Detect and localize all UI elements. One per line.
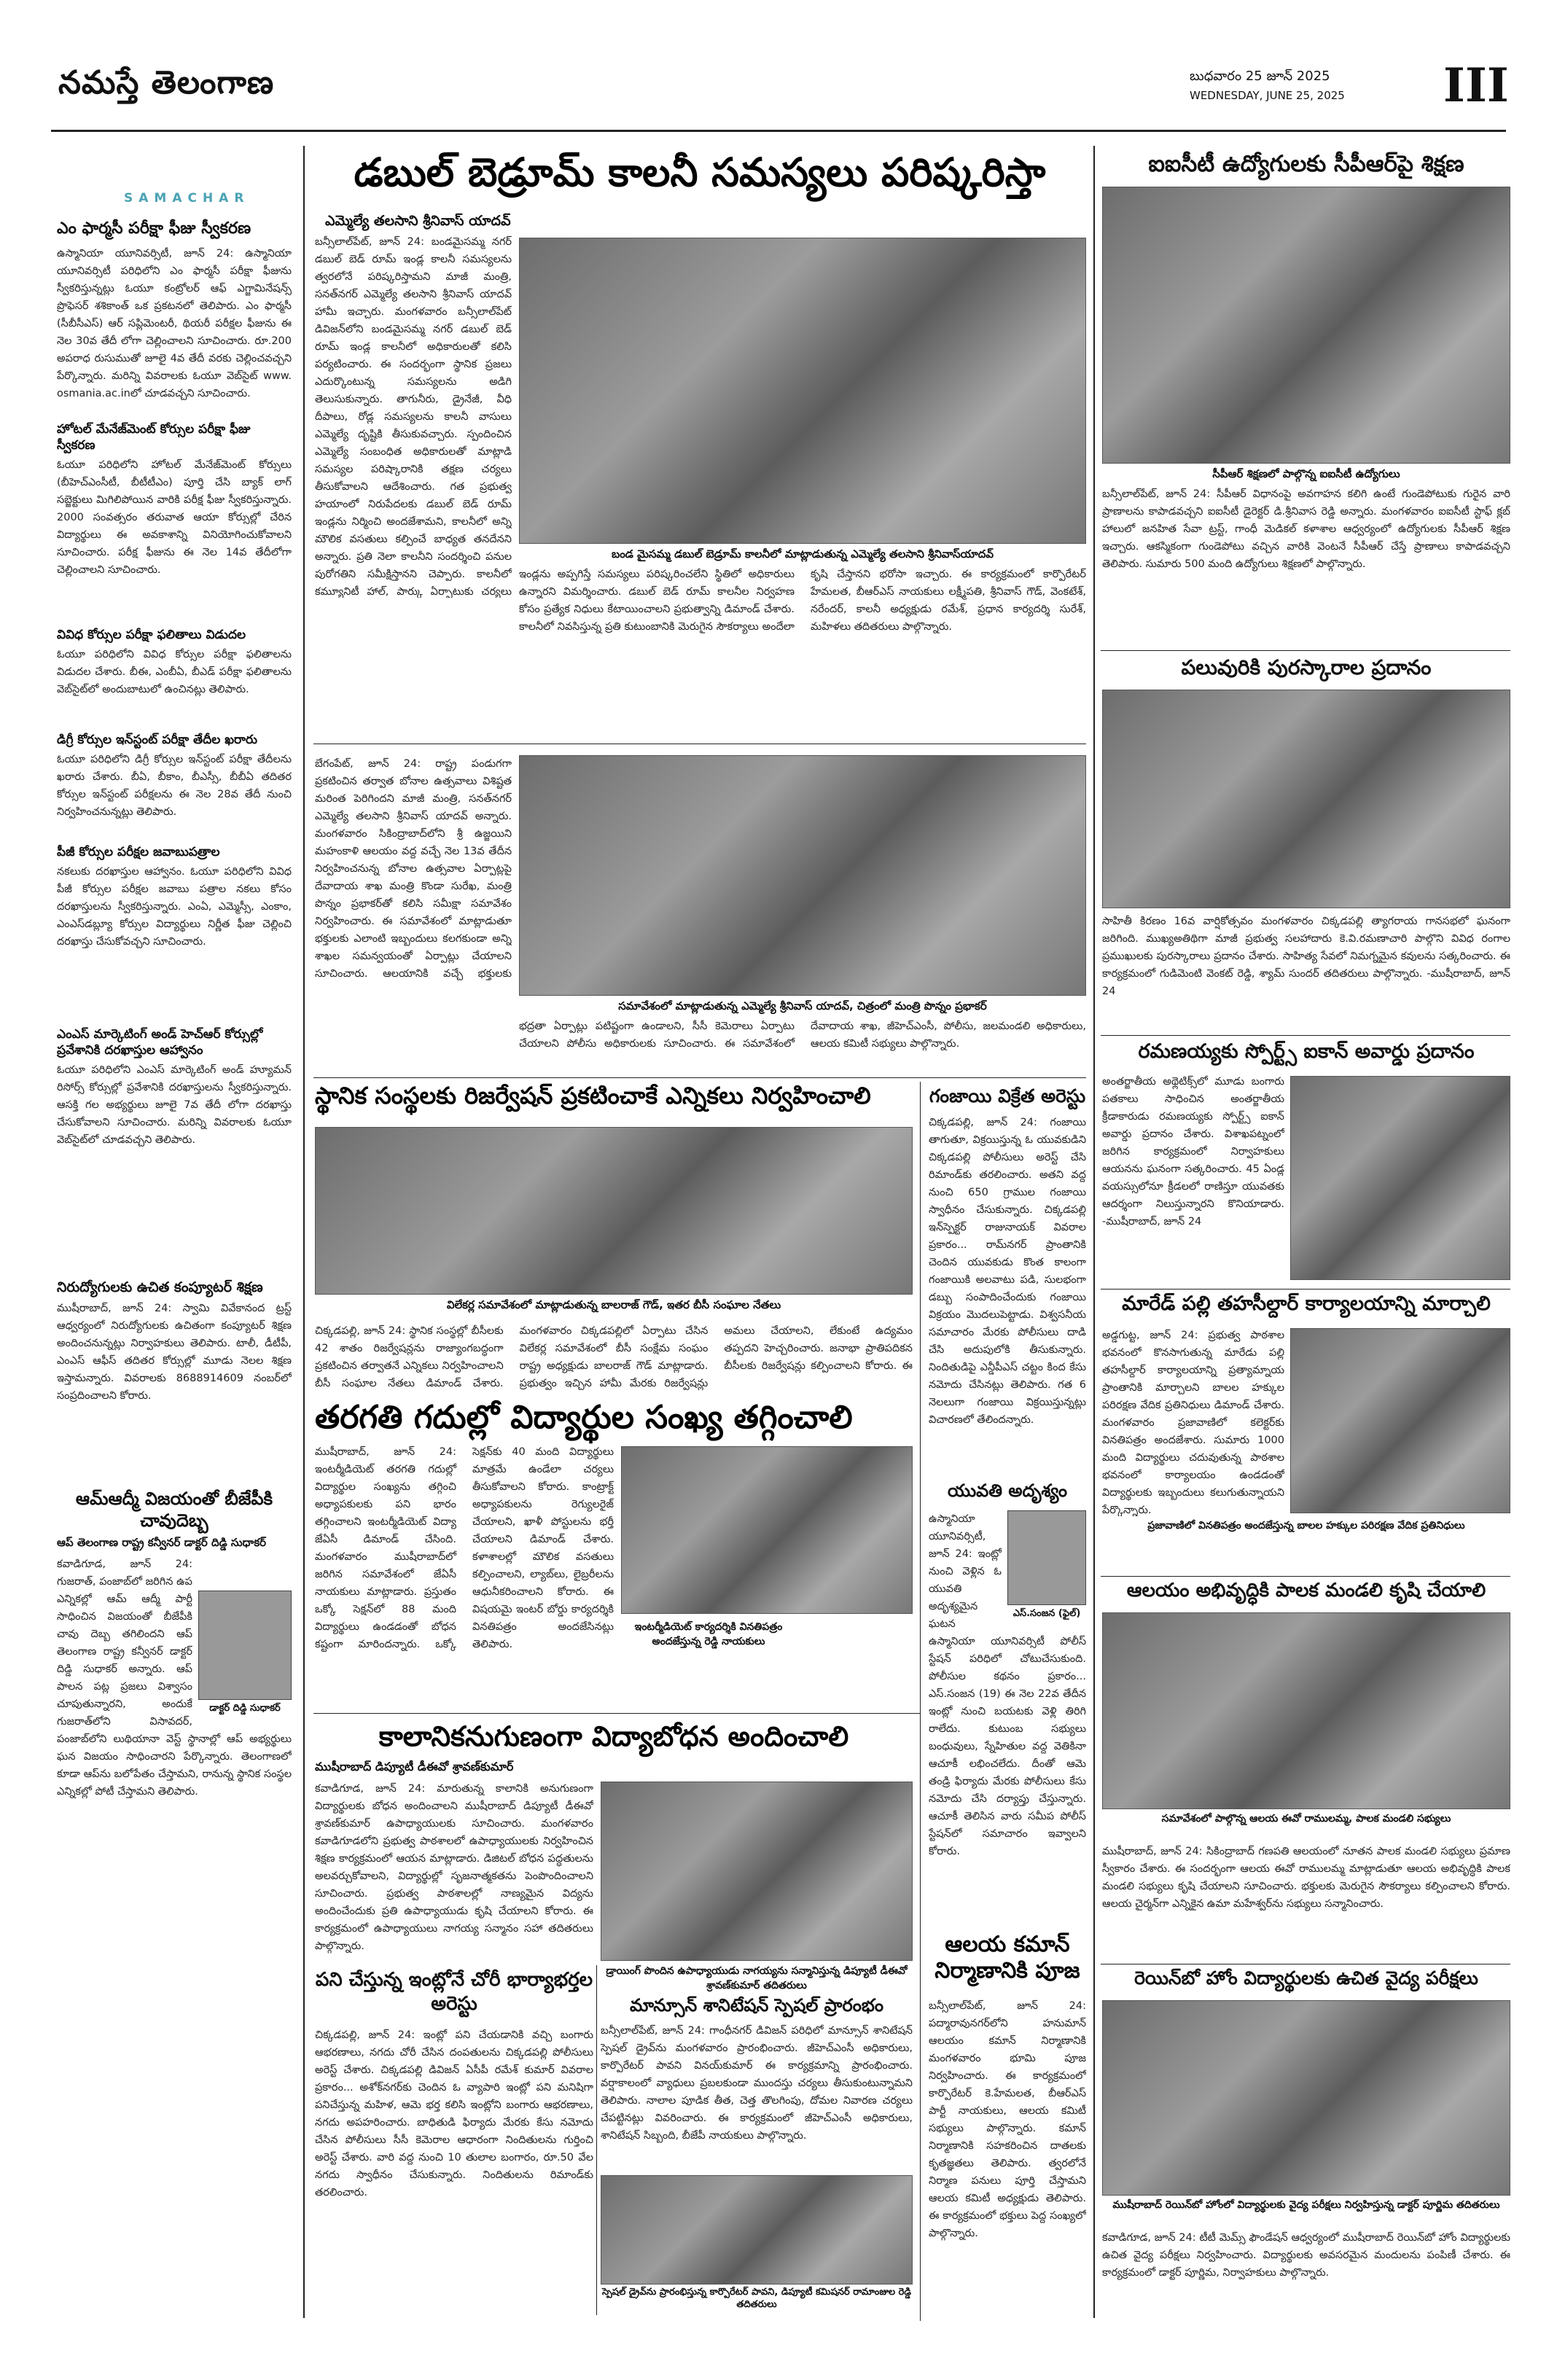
column-divider <box>920 1082 921 2321</box>
classroom-photo-caption: ఇంటర్మీడియెట్ కార్యదర్శికి వినతిపత్రం అందజేస్తున్న రెడ్డి నాయకులు <box>634 1621 783 1647</box>
temple-board-photo <box>1102 1612 1510 1809</box>
rainbow-home-photo-caption: ముషీరాబాద్ రెయిన్‌బో హోంలో విద్యార్థులకు వైద్య పరీక్షలు నిర్వహిస్తున్న డాక్టర్ పూర్ణిమ తదితరులు <box>1112 2199 1500 2211</box>
section-rule <box>313 1713 920 1714</box>
lead-photo <box>519 238 1086 544</box>
education-headline: కాలానికనుగుణంగా విద్యాబోధన అందించాలి <box>378 1720 849 1752</box>
theft-headline: పని చేస్తున్న ఇంట్లోనే చోరీ భార్యాభర్తల అరెస్టు <box>315 1969 593 2015</box>
awards-headline: పలువురికి పురస్కారాల ప్రదానం <box>1181 655 1432 679</box>
missing-article <box>929 1510 1086 1919</box>
monsoon-article: బన్సీలాల్‌పేట్, జూన్ 24: గాంధీనగర్ డివిజన్ పరిధిలో మాన్సూన్ శానిటేషన్ స్పెషల్ డ్రైవ్‌ను మంగళవారం ప్రారంభించారు. జీహెచ్ఎంసీ అధికారులు, కార్పొరేటర్ పావని వినయ్‌కుమార్ ఈ కార్యక్రమాన్ని ప్రారంభించారు. వర్షాకాలంలో వ్యాధులు ప్రబలకుండా ముందస్తు చర్యలు తీసుకుంటున్నామని తెలిపారు. నాలాల పూడిక తీత, చెత్త తొలగింపు, దోమల నివారణ చర్యలు చేపట్టినట్లు వివరించారు. ఈ కార్యక్రమంలో జీహెచ్ఎంసీ అధికారులు, శానిటేషన్ సిబ్బంది, బీజేపీ నాయకులు పాల్గొన్నారు. <box>601 2025 913 2142</box>
ganja-article: చిక్కడపల్లి, జూన్ 24: గంజాయి తాగుతూ, విక్రయిస్తున్న ఓ యువకుడిని చిక్కడపల్లి పోలీసులు అరెస్ట్ చేసి రిమాండ్‌కు తరలించారు. అతని వద్ద నుంచి 650 గ్రాముల గంజాయి స్వాధీనం చేసుకున్నారు. చిక్కడపల్లి ఇన్‌స్పెక్టర్ రాజునాయక్ వివరాల ప్రకారం... రామ్‌నగర్ ప్రాంతానికి చెందిన యువకుడు కొంత కాలంగా గంజాయికి అలవాటు పడి, సులభంగా డబ్బు సంపాదించేందుకు గంజాయి విక్రయం మొదలుపెట్టాడు. విశ్వసనీయ సమాచారం మేరకు పోలీసులు దాడి చేసి అదుపులోకి తీసుకున్నారు. నిందితుడిపై ఎన్డీపీఎస్ చట్టం కింద కేసు నమోదు చేసినట్లు తెలిపారు. గత 6 నెలలుగా గంజాయి విక్రయిస్తున్నట్లు విచారణలో తేలిందన్నారు. <box>929 1117 1086 1426</box>
section-rule <box>1101 1289 1510 1290</box>
cpr-photo <box>1102 187 1510 464</box>
local-body-photo <box>315 1127 913 1295</box>
byline-aap: ఆప్ తెలంగాణ రాష్ట్ర కన్వీనర్ డాక్టర్ దిడ్డి సుధాకర్ <box>57 1535 267 1549</box>
temple-board-photo-caption: సమావేశంలో పాల్గొన్న ఆలయ ఈవో రాములమ్మ, పాలక మండలి సభ్యులు <box>1161 1813 1451 1825</box>
monsoon-photo-caption: స్పెషల్ డ్రైవ్‌ను ప్రారంభిస్తున్న కార్పొరేటర్ పావని, డిప్యూటీ కమిషనర్ రామాంజుల రెడ్డి తదితరులు <box>601 2287 912 2310</box>
top-rule <box>51 130 1506 132</box>
article-pg-answer: నకలుకు దరఖాస్తుల ఆహ్వానం. ఓయూ పరిధిలోని వివిధ పీజీ కోర్సుల పరీక్షల జవాబు పత్రాల నకలు కోసం దరఖాస్తులను స్వీకరిస్తున్నారు. ఎంఏ, ఎమ్మెస్సీ, ఎంకాం, ఎంఎస్‌డబ్ల్యూ కోర్సుల విద్యార్థులు నిర్ణీత ఫీజు చెల్లించి దరఖాస్తు చేసుకోవచ్చని సూచించారు. <box>57 865 292 948</box>
education-photo-caption: డ్రాయింగ్ పొందిన ఉపాధ్యాయుడు నాగయ్యను సన్మానిస్తున్న డిప్యూటీ డీఈవో శ్రావణ్‌కుమార్ తదితరులు <box>606 1965 908 1991</box>
rainbow-home-photo <box>1102 2000 1510 2196</box>
headline-instant-exams: డిగ్రీ కోర్సుల ఇన్‌స్టంట్ పరీక్షా తేదీల ఖరారు <box>57 732 257 747</box>
monsoon-photo <box>601 2175 913 2285</box>
section-rule <box>313 1077 1086 1078</box>
awards-article: సాహితీ కిరణం 16వ వార్షికోత్సవం మంగళవారం చిక్కడపల్లి త్యాగరాయ గానసభలో ఘనంగా జరిగింది. ముఖ్యఅతిథిగా మాజీ ప్రభుత్వ సలహాదారు కె.వి.రమణాచారి పాల్గొని వివిధ రంగాల ప్రముఖులకు పురస్కారాలు ప్రదానం చేశారు. సాహిత్య సేవలో నిమగ్నమైన కవులను సత్కరించారు. ఈ కార్యక్రమంలో గుడిమెంటి వెంకట్ రెడ్డి, శ్యామ్ సుందర్ తదితరులు పాల్గొన్నారు. -ముషీరాబాద్, జూన్ 24 <box>1102 916 1510 997</box>
column-divider <box>303 146 305 2318</box>
column-divider <box>1093 146 1095 2318</box>
left-column <box>57 219 292 2022</box>
bonalu-article: బేగంపేట్, జూన్ 24: రాష్ట్ర పండుగగా ప్రకటించిన తర్వాత బోనాల ఉత్సవాలు విశిష్టత మరింత పెరిగిందని మాజీ మంత్రి, సనత్‌నగర్ ఎమ్మెల్యే తలసాని శ్రీనివాస్ యాదవ్ అన్నారు. మంగళవారం సికింద్రాబాద్‌లోని శ్రీ ఉజ్జయిని మహంకాళి ఆలయం వద్ద వచ్చే నెల 13వ తేదీన నిర్వహించనున్న బోనాల ఉత్సవాల ఏర్పాట్లపై దేవాదాయ శాఖ మంత్రి కొండా సురేఖ, మంత్రి పొన్నం ప్రభాకర్‌తో కలిసి సమీక్షా సమావేశం నిర్వహించారు. ఈ సమావేశంలో మాట్లాడుతూ భక్తులకు ఎలాంటి ఇబ్బందులు కలగకుండా అన్ని శాఖల సమన్వయంతో ఏర్పాట్లు చేయాలని సూచించారు. ఆలయానికి వచ్చే భక్తులకు <box>315 758 512 980</box>
cpr-photo-caption: సీపీఆర్ శిక్షణలో పాల్గొన్న ఐఐసీటీ ఉద్యోగులు <box>1212 467 1400 480</box>
dateline <box>1190 67 1345 105</box>
section-label: SAMACHAR <box>124 191 250 206</box>
bonalu-photo <box>519 755 1086 996</box>
section-rule <box>1101 1576 1510 1577</box>
local-body-headline: స్థానిక సంస్థలకు రిజర్వేషన్ ప్రకటించాకే ఎన్నికలు నిర్వహించాలి <box>315 1082 871 1109</box>
article-hotel-mgmt: ఓయూ పరిధిలోని హోటల్ మేనేజ్‌మెంట్ కోర్సులు (బీహెచ్ఎంసీటీ, బీటీటీఎం) పూర్తి చేసి బ్యాక్ లాగ్ సబ్జెక్టులు మిగిలిపోయిన వారికి పరీక్ష ఫీజు స్వీకరిస్తున్నారు. 2000 సంవత్సరం తరువాత ఆయా కోర్సుల్లో చేరిన విద్యార్థులు ఈ అవకాశాన్ని వినియోగించుకోవాలని సూచించారు. పరీక్ష ఫీజును ఈ నెల 14వ తేదీలోగా చెల్లించాలని సూచించారు. <box>57 459 292 576</box>
missing-article-text: ఉస్మానియా యూనివర్సిటీ, జూన్ 24: ఇంట్లో నుంచి వెళ్లిన ఓ యువతి అదృశ్యమైన ఘటన ఉస్మానియా యూనివర్సిటీ పోలీస్ స్టేషన్ పరిధిలో చోటుచేసుకుంది. పోలీసుల కథనం ప్రకారం... ఎస్.సంజన (19) ఈ నెల 22వ తేదీన ఇంట్లో నుంచి బయటకు వెళ్లి తిరిగి రాలేదు. కుటుంబ సభ్యులు బంధువులు, స్నేహితుల వద్ద వెతికినా ఆచూకీ లభించలేదు. దీంతో ఆమె తండ్రి ఫిర్యాదు మేరకు పోలీసులు కేసు నమోదు చేసి దర్యాప్తు చేస్తున్నారు. ఆచూకీ తెలిసిన వారు సమీప పోలీస్ స్టేషన్‌లో సమాచారం ఇవ్వాలని కోరారు. <box>929 1513 1086 1857</box>
temple-arch-article: బన్సీలాల్‌పేట్, జూన్ 24: పద్మారావునగర్‌లోని హనుమాన్ ఆలయం కమాన్ నిర్మాణానికి మంగళవారం భూమి పూజ నిర్వహించారు. ఈ కార్యక్రమంలో కార్పొరేటర్ కె.హేమలత, బీఆర్ఎస్ పార్టీ నాయకులు, ఆలయ కమిటీ సభ్యులు పాల్గొన్నారు. కమాన్ నిర్మాణానికి సహకరించిన దాతలకు కృతజ్ఞతలు తెలిపారు. త్వరలోనే నిర్మాణ పనులు పూర్తి చేస్తామని ఆలయ కమిటీ అధ్యక్షుడు తెలిపారు. ఈ కార్యక్రమంలో భక్తులు పెద్ద సంఖ్యలో పాల్గొన్నారు. <box>929 2000 1086 2239</box>
headline-pg-answer: పీజీ కోర్సుల పరీక్షల జవాబుపత్రాల <box>57 844 220 859</box>
classroom-photo <box>621 1446 913 1614</box>
article-computer-training: ముషీరాబాద్, జూన్ 24: స్వామి వివేకానంద ట్రస్ట్ ఆధ్వర్యంలో నిరుద్యోగులకు ఉచితంగా కంప్యూటర్ శిక్షణ అందించనున్నట్లు నిర్వాహకులు తెలిపారు. టాలీ, డీటీపీ, ఎంఎస్ ఆఫీస్ తదితర కోర్సుల్లో మూడు నెలల శిక్షణ ఇస్తామన్నారు. వివరాలకు 8688914609 నంబర్‌లో సంప్రదించాలని కోరారు. <box>57 1302 292 1402</box>
sports-icon-photo <box>1290 1076 1510 1280</box>
education-byline: ముషీరాబాద్ డిప్యూటీ డీఈవో శ్రావణ్‌కుమార్ <box>315 1760 514 1774</box>
float-spacer <box>1002 1510 1086 1624</box>
cpr-article: బన్సీలాల్‌పేట్, జూన్ 24: సీపీఆర్ విధానంపై అవగాహన కలిగి ఉంటే గుండెపోటుకు గురైన వారి ప్రాణాలను కాపాడవచ్చని ఐఐసీటీ డైరెక్టర్ డి.శ్రీనివాస రెడ్డి అన్నారు. మంగళవారం ఐఐసీటీ స్టాఫ్ క్లబ్ హాలులో జనహిత సేవా ట్రస్ట్, గాంధీ మెడికల్ కళాశాల ఆధ్వర్యంలో ఉద్యోగులకు సీపీఆర్ శిక్షణ ఇచ్చారు. ఆకస్మికంగా గుండెపోటు వచ్చిన వారికి వెంటనే సీపీఆర్ చేస్తే ప్రాణాలు కాపాడవచ్చని తెలిపారు. సుమారు 500 మంది ఉద్యోగులు శిక్షణలో పాల్గొన్నారు. <box>1102 488 1510 570</box>
classroom-article: ముషీరాబాద్, జూన్ 24: ఇంటర్మీడియెట్ తరగతి గదుల్లో విద్యార్థుల సంఖ్యను తగ్గించి అధ్యాపకులకు పని భారం తగ్గించాలని ఇంటర్మీడియెట్ విద్యా జేఏసీ డిమాండ్ చేసింది. మంగళవారం ముషీరాబాద్‌లో జరిగిన సమావేశంలో జేఏసీ నాయకులు మాట్లాడారు. ప్రస్తుతం ఒక్కో సెక్షన్‌లో 88 మంది విద్యార్థులు ఉండడంతో బోధన కష్టంగా మారిందన్నారు. ఒక్కో సెక్షన్‌కు 40 మంది విద్యార్థులు మాత్రమే ఉండేలా చర్యలు తీసుకోవాలని కోరారు. కాంట్రాక్ట్ అధ్యాపకులను రెగ్యులరైజ్ చేయాలని, ఖాళీ పోస్టులను భర్తీ చేయాలని డిమాండ్ చేశారు. కళాశాలల్లో మౌలిక వసతులు కల్పించాలని, ల్యాబ్‌లు, లైబ్రరీలను ఆధునీకరించాలని కోరారు. ఈ విషయమై ఇంటర్ బోర్డు కార్యదర్శికి వినతిపత్రం అందజేసినట్లు తెలిపారు. <box>315 1446 614 1650</box>
missing-mugshot-caption: ఎస్.సంజన (ఫైల్) <box>1012 1608 1081 1619</box>
lead-article-continued: ఇండ్లను అప్పగిస్తే సమస్యలు పరిష్కరించలేని స్థితిలో అధికారులు ఉన్నారని విమర్శించారు. డబుల్ బెడ్ రూమ్ కాలనీల నిర్వహణ కోసం ప్రత్యేక నిధులు కేటాయించాలని ప్రభుత్వాన్ని డిమాండ్ చేశారు. కాలనీలో నివసిస్తున్న ప్రతి కుటుంబానికి మెరుగైన సౌకర్యాలు అందేలా కృషి చేస్తానని భరోసా ఇచ్చారు. ఈ కార్యక్రమంలో కార్పొరేటర్ హేమలత, బీఆర్ఎస్ నాయకులు లక్ష్మీపతి, శ్రీనివాస్ గౌడ్, వెంకటేశ్, నరేందర్, కాలనీ అధ్యక్షుడు రమేశ్, ప్రధాన కార్యదర్శి సురేశ్, మహిళలు తదితరులు పాల్గొన్నారు. <box>519 569 1086 633</box>
headline-computer-training: నిరుద్యోగులకు ఉచిత కంప్యూటర్ శిక్షణ <box>57 1279 263 1296</box>
classroom-headline: తరగతి గదుల్లో విద్యార్థుల సంఖ్య తగ్గించాలి <box>315 1399 853 1436</box>
date-telugu: బుధవారం 25 జూన్ 2025 <box>1190 69 1330 84</box>
mugshot-sudhakar <box>198 1591 292 1700</box>
temple-board-headline: ఆలయం అభివృద్ధికి పాలక మండలి కృషి చేయాలి <box>1126 1580 1486 1601</box>
article-instant-exams: ఓయూ పరిధిలోని డిగ్రీ కోర్సుల ఇన్‌స్టంట్ పరీక్షా తేదీలను ఖరారు చేశారు. బీఏ, బీకాం, బీఎస్సీ, బీబీఏ తదితర కోర్సుల ఇన్‌స్టంట్ పరీక్షలను ఈ నెల 28వ తేదీ నుంచి నిర్వహించనున్నట్లు తెలిపారు. <box>57 753 292 818</box>
rainbow-home-article: కవాడిగూడ, జూన్ 24: టీటీ మెమ్స్ ఫౌండేషన్ ఆధ్వర్యంలో ముషీరాబాద్ రెయిన్‌బో హోం విద్యార్థులకు ఉచిత వైద్య పరీక్షలు నిర్వహించారు. విద్యార్థులకు అవసరమైన మందులను పంపిణీ చేశారు. ఈ కార్యక్రమంలో డాక్టర్ పూర్ణిమ, నిర్వాహకులు పాల్గొన్నారు. <box>1102 2232 1510 2279</box>
sports-icon-article: అంతర్జాతీయ అథ్లెటిక్స్‌లో మూడు బంగారు పతకాలు సాధించిన అంతర్జాతీయ క్రీడాకారుడు రమణయ్యకు స్పోర్ట్స్ ఐకాన్ అవార్డు ప్రదానం చేశారు. విశాఖపట్నంలో జరిగిన కార్యక్రమంలో నిర్వాహకులు ఆయనను ఘనంగా సత్కరించారు. 45 ఏండ్ల వయస్సులోనూ క్రీడలలో రాణిస్తూ యువతకు ఆదర్శంగా నిలుస్తున్నారని కొనియాడారు. -ముషీరాబాద్, జూన్ 24 <box>1102 1076 1284 1228</box>
lead-article: బన్సీలాల్‌పేట్, జూన్ 24: బండమైసమ్మ నగర్ డబుల్ బెడ్ రూమ్ ఇండ్ల కాలనీ సమస్యలను త్వరలోనే పరిష్కరిస్తామని మాజీ మంత్రి, సనత్‌నగర్ ఎమ్మెల్యే తలసాని శ్రీనివాస్ యాదవ్ హామీ ఇచ్చారు. మంగళవారం బన్సీలాల్‌పేట్ డివిజన్‌లోని బండమైసమ్మ నగర్ డబుల్ బెడ్ రూమ్ ఇండ్ల కాలనీలో అధికారులతో కలిసి పర్యటించారు. ఈ సందర్భంగా స్థానిక ప్రజలు ఎదుర్కొంటున్న సమస్యలను అడిగి తెలుసుకున్నారు. తాగునీరు, డ్రైనేజీ, వీధి దీపాలు, రోడ్ల సమస్యలను కాలనీ వాసులు ఎమ్మెల్యే దృష్టికి తీసుకువచ్చారు. స్పందించిన ఎమ్మెల్యే సంబంధిత అధికారులతో మాట్లాడి సమస్యల పరిష్కారానికి తక్షణ చర్యలు తీసుకోవాలని ఆదేశించారు. గత ప్రభుత్వ హయాంలో నిరుపేదలకు డబుల్ బెడ్ రూమ్ ఇండ్లను నిర్మించి అందజేశామని, కాలనీలో అన్ని మౌలిక వసతులు కల్పించే బాధ్యత తనదేనని అన్నారు. ప్రతి నెలా కాలనీని సందర్శించి పనుల పురోగతిని సమీక్షిస్తానని చెప్పారు. కాలనీలో కమ్యూనిటీ హాల్, పార్కు ఏర్పాటుకు చర్యలు <box>315 236 512 598</box>
theft-article: చిక్కడపల్లి, జూన్ 24: ఇంట్లో పని చేయడానికి వచ్చి బంగారు ఆభరణాలు, నగదు చోరీ చేసిన దంపతులను చిక్కడపల్లి పోలీసులు అరెస్ట్ చేశారు. చిక్కడపల్లి డివిజన్ ఏసీపీ రమేశ్ కుమార్ వివరాల ప్రకారం... అశోక్‌నగర్‌కు చెందిన ఓ వ్యాపారి ఇంట్లో పని మనిషిగా పనిచేస్తున్న మహిళ, ఆమె భర్త కలిసి ఇంట్లోని బంగారు ఆభరణాలు, నగదు అపహరించారు. బాధితుడి ఫిర్యాదు మేరకు కేసు నమోదు చేసిన పోలీసులు సీసీ కెమెరాల ఆధారంగా నిందితులను గుర్తించి అరెస్ట్ చేశారు. వారి వద్ద నుంచి 10 తులాల బంగారం, రూ.50 వేల నగదు స్వాధీనం చేసుకున్నారు. నిందితులను రిమాండ్‌కు తరలించారు. <box>315 2029 593 2198</box>
awards-photo <box>1102 690 1510 908</box>
section-rule <box>1101 1964 1510 1965</box>
tahsildar-photo-caption: ప్రజావాణిలో వినతిపత్రం అందజేస్తున్న బాలల హక్కుల పరిరక్షణ వేదిక ప్రతినిధులు <box>1147 1520 1465 1532</box>
tahsildar-article: అడ్డగుట్ట, జూన్ 24: ప్రభుత్వ పాఠశాల భవనంలో కొనసాగుతున్న మారేడు పల్లి తహసీల్దార్ కార్యాలయాన్ని ప్రత్యామ్నాయ ప్రాంతానికి మార్చాలని బాలల హక్కుల పరిరక్షణ వేదిక ప్రతినిధులు డిమాండ్ చేశారు. మంగళవారం ప్రజావాణిలో కలెక్టర్‌కు వినతిపత్రం అందజేశారు. సుమారు 1000 మంది విద్యార్థులు చదువుతున్న పాఠశాల భవనంలో కార్యాలయం ఉండడంతో విద్యార్థులకు ఇబ్బందులు కలుగుతున్నాయని పేర్కొన్నారు. <box>1102 1330 1284 1516</box>
bonalu-photo-caption: సమావేశంలో మాట్లాడుతున్న ఎమ్మెల్యే శ్రీనివాస్ యాదవ్, చిత్రంలో మంత్రి పొన్నం ప్రభాకర్ <box>618 999 987 1013</box>
tahsildar-headline: మారేడ్ పల్లి తహసీల్దార్ కార్యాలయాన్ని మార్చాలి <box>1122 1292 1491 1315</box>
article-ms-marketing: ఓయూ పరిధిలోని ఎంఎస్ మార్కెటింగ్ అండ్ హ్యూమన్ రిసోర్స్ కోర్సుల్లో ప్రవేశానికి దరఖాస్తులను స్వీకరిస్తున్నారు. ఆసక్తి గల అభ్యర్థులు జూలై 7వ తేదీ లోగా దరఖాస్తు చేసుకోవాలని సూచించారు. మరిన్ని వివరాలకు ఓయూ వెబ్‌సైట్‌లో చూడవచ్చని తెలిపారు. <box>57 1064 292 1147</box>
monsoon-headline: మాన్సూన్ శానిటేషన్ స్పెషల్ ప్రారంభం <box>629 1995 884 2016</box>
article-aap-text: కవాడిగూడ, జూన్ 24: గుజరాత్, పంజాబ్‌లో జరిగిన ఉప ఎన్నికల్లో ఆమ్ ఆద్మీ పార్టీ సాధించిన విజయంతో బీజేపీకి చావు దెబ్బ తగిలిందని ఆప్ తెలంగాణ రాష్ట్ర కన్వీనర్ డాక్టర్ దిడ్డి సుధాకర్ అన్నారు. ఆప్ పాలన పట్ల ప్రజలు విశ్వాసం చూపుతున్నారని, అందుకే గుజరాత్‌లోని విసావదర్, పంజాబ్‌లోని లుథియానా వెస్ట్ స్థానాల్లో ఆప్ అభ్యర్థులు ఘన విజయం సాధించారని పేర్కొన్నారు. తెలంగాణలో కూడా ఆప్‌ను బలోపేతం చేస్తామని, రానున్న స్థానిక సంస్థల ఎన్నికల్లో పోటీ చేస్తామని తెలిపారు. <box>57 1558 292 1798</box>
education-article: కవాడిగూడ, జూన్ 24: మారుతున్న కాలానికి అనుగుణంగా విద్యార్థులకు బోధన అందించాలని ముషీరాబాద్ డిప్యూటీ డీఈవో శ్రావణ్‌కుమార్ ఉపాధ్యాయులకు సూచించారు. మంగళవారం కవాడిగూడలోని ప్రభుత్వ పాఠశాలలో ఉపాధ్యాయులకు నిర్వహించిన శిక్షణ కార్యక్రమంలో ఆయన మాట్లాడారు. డిజిటల్ బోధన పద్ధతులను అలవర్చుకోవాలని, విద్యార్థుల్లో సృజనాత్మకతను పెంపొందించాలని సూచించారు. ప్రభుత్వ పాఠశాలల్లో నాణ్యమైన విద్యను అందించేందుకు ప్రతి ఉపాధ్యాయుడు కృషి చేయాలని కోరారు. ఈ కార్యక్రమంలో ఉపాధ్యాయులు నాగయ్య సన్మానం సహా తదితరులు పాల్గొన్నారు. <box>315 1783 593 1952</box>
column-divider <box>596 1965 597 2315</box>
headline-results: వివిధ కోర్సుల పరీక్షా ఫలితాలు విడుదల <box>57 627 246 642</box>
temple-board-article: ముషీరాబాద్, జూన్ 24: సికింద్రాబాద్ గణపతి ఆలయంలో నూతన పాలక మండలి సభ్యులు ప్రమాణ స్వీకారం చేశారు. ఈ సందర్భంగా ఆలయ ఈవో రాములమ్మ మాట్లాడుతూ ఆలయ అభివృద్ధికి పాలక మండలి సభ్యులు కృషి చేయాలని సూచించారు. భక్తులకు మెరుగైన సౌకర్యాలు కల్పించాలని కోరారు. ఆలయ చైర్మన్‌గా ఎన్నికైన ఉమా మహేశ్వర్‌ను సభ్యులు సన్మానించారు. <box>1102 1846 1510 1910</box>
article-results: ఓయూ పరిధిలోని వివిధ కోర్సుల పరీక్షా ఫలితాలను విడుదల చేశారు. బీఈ, ఎంబీఏ, బీఎడ్ పరీక్షా ఫలితాలను వెబ్‌సైట్‌లో అందుబాటులో ఉంచినట్లు తెలిపారు. <box>57 648 292 695</box>
missing-headline: యువతి అదృశ్యం <box>947 1480 1068 1501</box>
local-body-article: చిక్కడపల్లి, జూన్ 24: స్థానిక సంస్థల్లో బీసీలకు 42 శాతం రిజర్వేషన్లను రాజ్యాంగబద్ధంగా ప్రకటించిన తర్వాతనే ఎన్నికలు నిర్వహించాలని బీసీ సంఘాల నేతలు డిమాండ్ చేశారు. మంగళవారం చిక్కడపల్లిలో ఏర్పాటు చేసిన విలేకర్ల సమావేశంలో బీసీ సంక్షేమ సంఘం రాష్ట్ర అధ్యక్షుడు బాలరాజ్ గౌడ్ మాట్లాడారు. ప్రభుత్వం ఇచ్చిన హామీ మేరకు రిజర్వేషన్లు అమలు చేయాలని, లేకుంటే ఉద్యమం తప్పదని హెచ్చరించారు. జనాభా ప్రాతిపదికన బీసీలకు రిజర్వేషన్లు కల్పించాలని కోరారు. ఈ <box>315 1325 913 1389</box>
headline-mpharmacy: ఎం ఫార్మసీ పరీక్షా ఫీజు స్వీకరణ <box>57 219 251 238</box>
tahsildar-photo <box>1290 1328 1510 1513</box>
lead-photo-caption: బండ మైసమ్మ డబుల్ బెడ్రూమ్ కాలనీలో మాట్లాడుతున్న ఎమ్మెల్యే తలసాని శ్రీనివాస్‌యాదవ్ <box>611 547 994 561</box>
section-rule <box>1101 1035 1510 1036</box>
masthead-title: నమస్తే తెలంగాణ <box>58 64 275 101</box>
temple-arch-headline: ఆలయ కమాన్ నిర్మాణానికి పూజ <box>934 1932 1080 1983</box>
mugshot-caption: డాక్టర్ దిడ్డి సుధాకర్ <box>209 1703 281 1714</box>
ganja-headline: గంజాయి విక్రేత అరెస్టు <box>929 1085 1086 1107</box>
education-photo <box>601 1782 913 1961</box>
headline-aap: ఆమ్‌ఆద్మీ విజయంతో బీజేపీకి చావుదెబ్బ <box>75 1488 273 1531</box>
article-mpharmacy: ఉస్మానియా యూనివర్సిటీ, జూన్ 24: ఉస్మానియా యూనివర్సిటీ పరిధిలోని ఎం ఫార్మసీ పరీక్షా ఫీజును స్వీకరిస్తున్నట్లు ఓయూ కంట్రోలర్ ఆఫ్ ఎగ్జామినేషన్స్ ప్రొఫెసర్ శశికాంత్ ఒక ప్రకటనలో తెలిపారు. ఎం ఫార్మసీ (సీబీసీఎస్) ఆర్ సప్లిమెంటరీ, థియరీ పరీక్షల ఫీజును ఈ నెల 30వ తేదీ లోగా చెల్లించాలని సూచించారు. రూ.200 అపరాధ రుసుముతో జూలై 4వ తేదీ వరకు చెల్లించవచ్చని పేర్కొన్నారు. మరిన్ని వివరాలకు ఓయూ వెబ్‌సైట్ www. osmania.ac.inలో చూడవచ్చని సూచించారు. <box>57 247 292 399</box>
rainbow-home-headline: రెయిన్‌బో హోం విద్యార్థులకు ఉచిత వైద్య పరీక్షలు <box>1134 1967 1478 1989</box>
headline-ms-marketing: ఎంఎస్ మార్కెటింగ్ అండ్ హెచ్ఆర్ కోర్సుల్లో ప్రవేశానికి దరఖాస్తుల ఆహ్వానం <box>57 1026 263 1058</box>
cpr-headline: ఐఐసీటీ ఉద్యోగులకు సీపీఆర్‌పై శిక్షణ <box>1148 151 1464 177</box>
lead-byline: ఎమ్మెల్యే తలసాని శ్రీనివాస్ యాదవ్ <box>325 213 511 229</box>
bonalu-article-continued: భద్రతా ఏర్పాట్లు పటిష్టంగా ఉండాలని, సీసీ కెమెరాలు ఏర్పాటు చేయాలని పోలీసు అధికారులకు సూచించారు. ఈ సమావేశంలో దేవాదాయ శాఖ, జీహెచ్ఎంసీ, పోలీసు, జలమండలి అధికారులు, ఆలయ కమిటీ సభ్యులు పాల్గొన్నారు. <box>519 1021 1086 1050</box>
page-number: III <box>1443 58 1509 113</box>
section-rule <box>1101 650 1510 651</box>
sports-icon-headline: రమణయ్యకు స్పోర్ట్స్ ఐకాన్ అవార్డు ప్రదానం <box>1138 1040 1475 1063</box>
lead-headline: డబుల్ బెడ్రూమ్ కాలనీ సమస్యలు పరిష్కరిస్తా <box>354 149 1046 195</box>
headline-hotel-mgmt: హోటల్ మేనేజ్‌మెంట్ కోర్సుల పరీక్షా ఫీజు స్వీకరణ <box>57 421 251 453</box>
date-english: WEDNESDAY, JUNE 25, 2025 <box>1190 89 1345 102</box>
local-body-photo-caption: విలేకర్ల సమావేశంలో మాట్లాడుతున్న బాలరాజ్ గౌడ్, ఇతర బీసీ సంఘాల నేతలు <box>446 1298 781 1311</box>
